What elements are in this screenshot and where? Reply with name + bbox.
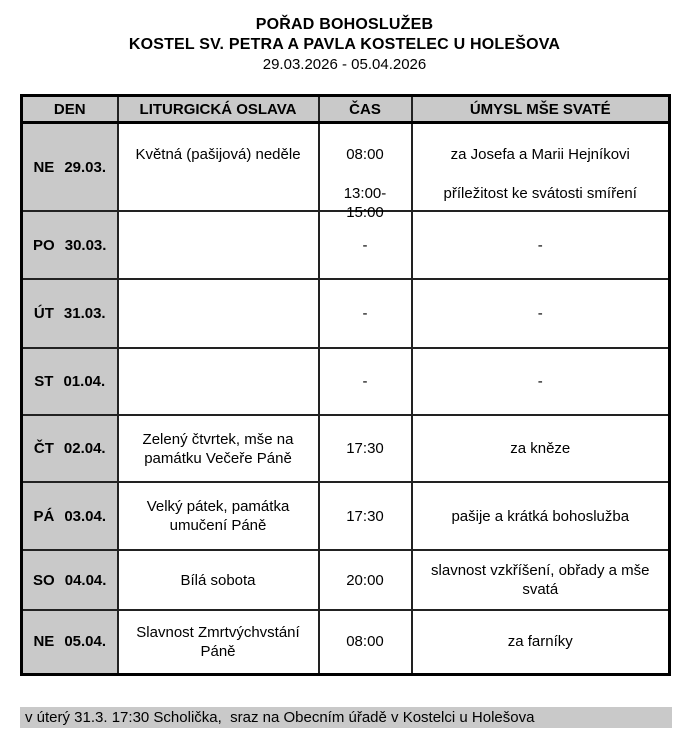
day-date: 31.03. (63, 305, 106, 322)
intention-cell: - (412, 348, 670, 415)
day-date: 03.04. (64, 507, 107, 525)
celebration-text-2 (125, 184, 312, 210)
table-row (22, 123, 670, 212)
day-date: 04.04. (64, 571, 107, 589)
day-cell (22, 482, 118, 550)
celebration-cell: Zelený čtvrtek, mše na památku Večeře Páně (118, 415, 319, 482)
table-row (22, 610, 670, 674)
intention-cell: za kněze (412, 415, 670, 482)
day-date: 01.04. (63, 373, 106, 390)
day-abbr: PO (33, 236, 55, 254)
time-cell: 20:00 (319, 550, 412, 610)
col-header-time: ČAS (319, 96, 412, 123)
day-cell (22, 550, 118, 610)
time-cell: 17:30 (319, 415, 412, 482)
intention-cell: za farníky (412, 610, 670, 674)
title-block (0, 0, 689, 75)
day-date: 05.04. (64, 633, 107, 651)
footer-note: v úterý 31.3. 17:30 Scholička, sraz na Obecním úřadě v Kostelci u Holešova (20, 707, 672, 728)
intention-text-2: příležitost ke svátosti smíření (443, 185, 637, 202)
time-cell (319, 123, 412, 221)
celebration-cell: Velký pátek, památka umučení Páně (118, 482, 319, 550)
intention-cell: - (412, 211, 670, 279)
celebration-cell: Slavnost Zmrtvýchvstání Páně (118, 610, 319, 674)
day-date: 02.04. (63, 440, 106, 457)
intention-cell: pašije a krátká bohoslužba (412, 482, 670, 550)
day-abbr: ČT (33, 440, 54, 457)
day-cell (22, 279, 118, 348)
table-row (22, 550, 670, 610)
time-text: 08:00 (346, 145, 384, 163)
day-cell (22, 415, 118, 482)
time-cell: 08:00 (319, 610, 412, 674)
date-range: 29.03.2026 - 05.04.2026 (262, 56, 427, 73)
celebration-text: Květná (pašijová) neděle (135, 145, 301, 163)
day-abbr: NE (33, 158, 55, 176)
celebration-cell (118, 348, 319, 415)
day-cell (22, 610, 118, 674)
intention-cell: - (412, 279, 670, 348)
day-date: 29.03. (64, 158, 107, 176)
table-row (22, 482, 670, 550)
day-abbr: ÚT (33, 305, 54, 322)
day-cell (22, 348, 118, 415)
table-row (22, 415, 670, 482)
celebration-cell (118, 279, 319, 348)
schedule-table (20, 94, 671, 676)
day-cell (22, 123, 118, 212)
time-cell: 17:30 (319, 482, 412, 550)
page-subtitle: KOSTEL SV. PETRA A PAVLA KOSTELEC U HOLEŠOVA (128, 36, 561, 53)
time-text-2: 13:00-15:00 (343, 185, 387, 221)
day-cell (22, 211, 118, 279)
table-row (22, 279, 670, 348)
intention-cell (412, 123, 670, 212)
col-header-celebration: LITURGICKÁ OSLAVA (118, 96, 319, 123)
intention-text: za Josefa a Marii Hejníkovi (450, 145, 630, 163)
table-row (22, 348, 670, 415)
intention-cell: slavnost vzkříšení, obřady a mše svatá (412, 550, 670, 610)
page-title: POŘAD BOHOSLUŽEB (255, 16, 434, 33)
day-date: 30.03. (64, 236, 107, 254)
day-abbr: SO (33, 571, 55, 589)
time-cell: - (319, 211, 412, 279)
table-header-row (22, 96, 670, 123)
time-cell: - (319, 279, 412, 348)
day-abbr: PÁ (33, 507, 55, 525)
time-cell: - (319, 348, 412, 415)
celebration-cell: Bílá sobota (118, 550, 319, 610)
celebration-cell (118, 123, 319, 212)
celebration-cell (118, 211, 319, 279)
day-abbr: NE (33, 633, 55, 651)
col-header-intention: ÚMYSL MŠE SVATÉ (412, 96, 670, 123)
day-abbr: ST (34, 373, 54, 390)
col-header-day: DEN (22, 96, 118, 123)
